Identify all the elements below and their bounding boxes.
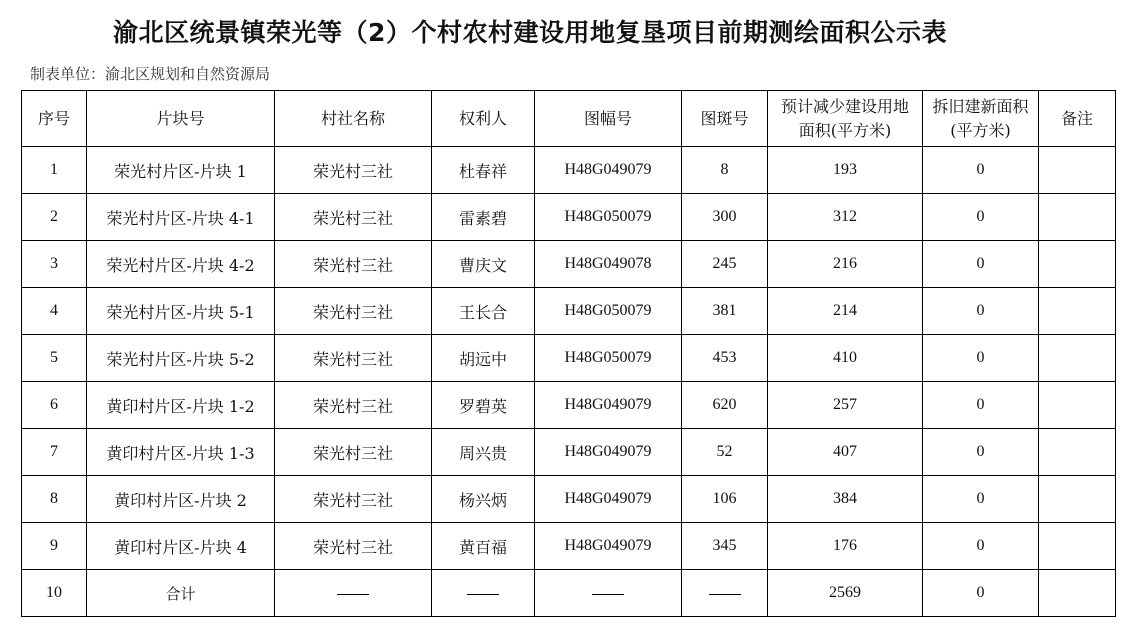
- cell-sheet: H48G049079: [535, 382, 682, 429]
- cell-patch: 300: [682, 194, 768, 241]
- cell-area: 176: [768, 523, 923, 570]
- cell-patch: 8: [682, 147, 768, 194]
- page-title: 渝北区统景镇荣光等（2）个村农村建设用地复垦项目前期测绘面积公示表: [113, 18, 947, 47]
- cell-area: 214: [768, 288, 923, 335]
- total-village: [275, 570, 432, 617]
- cell-area: 410: [768, 335, 923, 382]
- cell-rebuild: 0: [923, 476, 1039, 523]
- issuing-unit: 制表单位：渝北区规划和自然资源局: [30, 65, 271, 83]
- cell-serial: 4: [22, 288, 87, 335]
- cell-patch: 453: [682, 335, 768, 382]
- cell-serial: 5: [22, 335, 87, 382]
- cell-rebuild: 0: [923, 241, 1039, 288]
- cell-rebuild: 0: [923, 288, 1039, 335]
- header-patch: 图斑号: [682, 91, 768, 147]
- header-sheet: 图幅号: [535, 91, 682, 147]
- cell-block: 荣光村片区-片块 5-1: [87, 288, 275, 335]
- dash-line: [709, 594, 741, 595]
- header-owner: 权利人: [432, 91, 535, 147]
- cell-serial: 6: [22, 382, 87, 429]
- cell-patch: 245: [682, 241, 768, 288]
- cell-patch: 52: [682, 429, 768, 476]
- header-rebuild-label: 拆旧建新面积(平方米): [932, 96, 1029, 140]
- table-row: [22, 288, 1116, 335]
- header-serial: 序号: [22, 91, 87, 147]
- cell-owner: 罗碧英: [432, 382, 535, 429]
- cell-owner: 曹庆文: [432, 241, 535, 288]
- cell-note: [1039, 382, 1116, 429]
- cell-note: [1039, 523, 1116, 570]
- cell-owner: 胡远中: [432, 335, 535, 382]
- cell-note: [1039, 288, 1116, 335]
- cell-serial: 3: [22, 241, 87, 288]
- cell-area: 407: [768, 429, 923, 476]
- cell-owner: 王长合: [432, 288, 535, 335]
- total-area: 2569: [768, 570, 923, 617]
- cell-block: 黄印村片区-片块 4: [87, 523, 275, 570]
- cell-block: 荣光村片区-片块 4-1: [87, 194, 275, 241]
- cell-serial: 2: [22, 194, 87, 241]
- total-row: [22, 570, 1116, 617]
- cell-sheet: H48G049079: [535, 429, 682, 476]
- cell-note: [1039, 241, 1116, 288]
- cell-note: [1039, 476, 1116, 523]
- cell-patch: 106: [682, 476, 768, 523]
- total-label: 合计: [87, 570, 275, 617]
- cell-note: [1039, 335, 1116, 382]
- cell-area: 193: [768, 147, 923, 194]
- cell-block: 黄印村片区-片块 1-2: [87, 382, 275, 429]
- cell-block: 黄印村片区-片块 1-3: [87, 429, 275, 476]
- header-rebuild: [923, 91, 1039, 147]
- cell-patch: 381: [682, 288, 768, 335]
- cell-area: 216: [768, 241, 923, 288]
- cell-sheet: H48G049079: [535, 523, 682, 570]
- total-note: [1039, 570, 1116, 617]
- cell-village: 荣光村三社: [275, 288, 432, 335]
- dash-line: [592, 594, 624, 595]
- cell-village: 荣光村三社: [275, 335, 432, 382]
- cell-block: 荣光村片区-片块 1: [87, 147, 275, 194]
- cell-owner: 雷素碧: [432, 194, 535, 241]
- cell-owner: 杜春祥: [432, 147, 535, 194]
- header-block: 片块号: [87, 91, 275, 147]
- cell-sheet: H48G050079: [535, 288, 682, 335]
- cell-sheet: H48G049079: [535, 476, 682, 523]
- cell-rebuild: 0: [923, 382, 1039, 429]
- cell-patch: 345: [682, 523, 768, 570]
- cell-village: 荣光村三社: [275, 147, 432, 194]
- table-row: [22, 147, 1116, 194]
- header-area-label: 预计减少建设用地面积(平方米): [780, 96, 909, 140]
- total-serial: 10: [22, 570, 87, 617]
- cell-village: 荣光村三社: [275, 429, 432, 476]
- cell-serial: 9: [22, 523, 87, 570]
- cell-village: 荣光村三社: [275, 523, 432, 570]
- cell-sheet: H48G050079: [535, 194, 682, 241]
- header-village: 村社名称: [275, 91, 432, 147]
- dash-line: [467, 594, 499, 595]
- table-header-row: [22, 91, 1116, 147]
- header-area: [768, 91, 923, 147]
- cell-area: 384: [768, 476, 923, 523]
- cell-owner: 杨兴炳: [432, 476, 535, 523]
- cell-village: 荣光村三社: [275, 382, 432, 429]
- header-note: 备注: [1039, 91, 1116, 147]
- table-row: [22, 476, 1116, 523]
- table-body: [22, 147, 1116, 617]
- table-row: [22, 241, 1116, 288]
- cell-note: [1039, 147, 1116, 194]
- total-patch: [682, 570, 768, 617]
- cell-village: 荣光村三社: [275, 194, 432, 241]
- cell-serial: 7: [22, 429, 87, 476]
- cell-note: [1039, 194, 1116, 241]
- cell-rebuild: 0: [923, 523, 1039, 570]
- cell-block: 荣光村片区-片块 5-2: [87, 335, 275, 382]
- table-row: [22, 194, 1116, 241]
- table-row: [22, 335, 1116, 382]
- cell-sheet: H48G049078: [535, 241, 682, 288]
- cell-area: 312: [768, 194, 923, 241]
- cell-area: 257: [768, 382, 923, 429]
- cell-village: 荣光村三社: [275, 476, 432, 523]
- table-row: [22, 429, 1116, 476]
- cell-village: 荣光村三社: [275, 241, 432, 288]
- total-sheet: [535, 570, 682, 617]
- cell-rebuild: 0: [923, 147, 1039, 194]
- cell-block: 黄印村片区-片块 2: [87, 476, 275, 523]
- cell-block: 荣光村片区-片块 4-2: [87, 241, 275, 288]
- cell-serial: 1: [22, 147, 87, 194]
- cell-sheet: H48G050079: [535, 335, 682, 382]
- total-owner: [432, 570, 535, 617]
- announcement-table: [21, 90, 1116, 617]
- table-row: [22, 523, 1116, 570]
- cell-note: [1039, 429, 1116, 476]
- dash-line: [337, 594, 369, 595]
- total-rebuild: 0: [923, 570, 1039, 617]
- cell-sheet: H48G049079: [535, 147, 682, 194]
- cell-rebuild: 0: [923, 335, 1039, 382]
- cell-patch: 620: [682, 382, 768, 429]
- table-row: [22, 382, 1116, 429]
- cell-owner: 黄百福: [432, 523, 535, 570]
- cell-owner: 周兴贵: [432, 429, 535, 476]
- cell-rebuild: 0: [923, 429, 1039, 476]
- cell-serial: 8: [22, 476, 87, 523]
- cell-rebuild: 0: [923, 194, 1039, 241]
